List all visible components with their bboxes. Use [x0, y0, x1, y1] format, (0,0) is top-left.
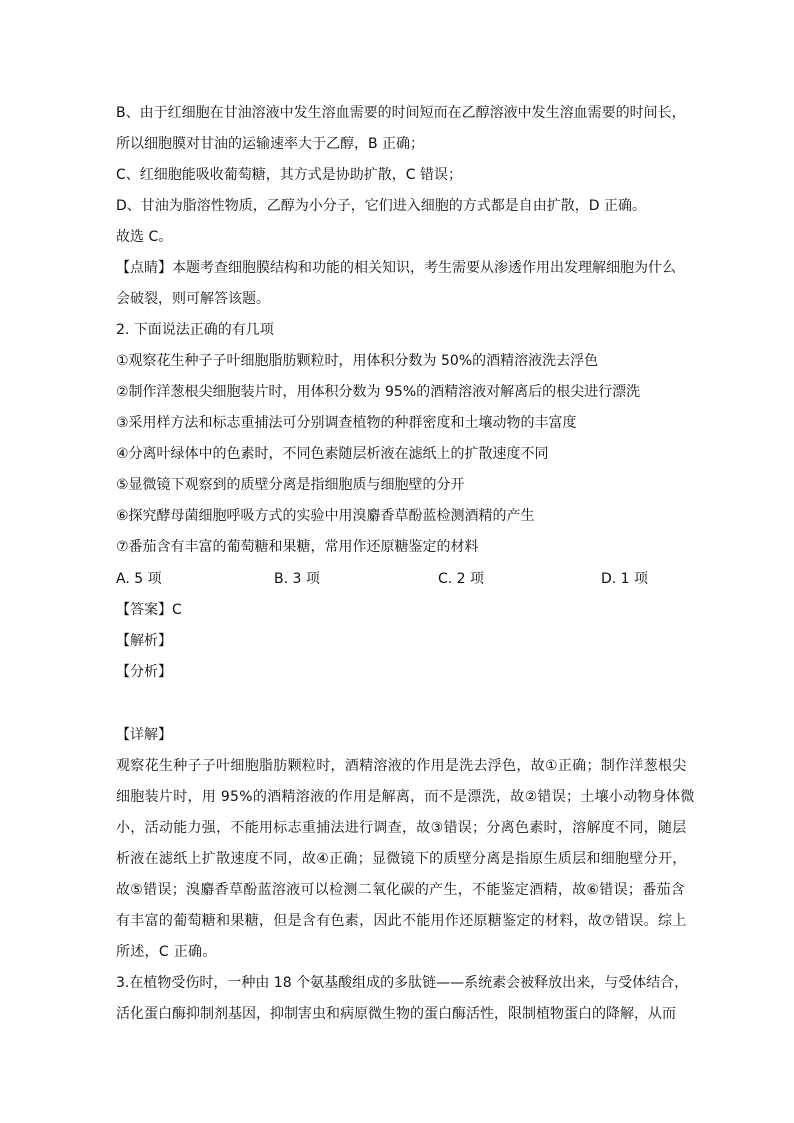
fenxi-label: 【分析】: [116, 664, 172, 680]
explanation-c-line: C、红细胞能吸收葡萄糖，其方式是协助扩散，C 错误；: [116, 167, 462, 183]
option-b: B. 3 项: [274, 571, 320, 587]
question-2-item-7: ⑦番茄含有丰富的葡萄糖和果糖，常用作还原糖鉴定的材料: [116, 539, 479, 555]
detail-line-7: 所述，C 正确。: [116, 944, 217, 960]
answer-label: 【答案】C: [116, 602, 182, 618]
question-2-item-5: ⑤显微镜下观察到的质壁分离是指细胞质与细胞壁的分开: [116, 477, 465, 493]
analysis-label: 【解析】: [116, 633, 172, 649]
question-3-line-1: 3.在植物受伤时，一种由 18 个氨基酸组成的多肽链——系统素会被释放出来，与受体结合，: [116, 975, 689, 991]
question-2-stem: 2. 下面说法正确的有几项: [116, 322, 274, 338]
question-2-item-3: ③采用样方法和标志重捕法可分别调查植物的种群密度和土壤动物的丰富度: [116, 415, 577, 431]
comment-line-1: 【点睛】本题考查细胞膜结构和功能的相关知识，考生需要从渗透作用出发理解细胞为什么: [116, 260, 676, 276]
question-2-item-6: ⑥探究酵母菌细胞呼吸方式的实验中用溴麝香草酚蓝检测酒精的产生: [116, 508, 535, 524]
detail-line-3: 小，活动能力强，不能用标志重捕法进行调查，故③错误；分离色素时，溶解度不同，随层: [116, 820, 687, 836]
question-3-line-2: 活化蛋白酶抑制剂基因，抑制害虫和病原微生物的蛋白酶活性，限制植物蛋白的降解，从而: [116, 1006, 676, 1022]
detail-heading: 【详解】: [116, 727, 172, 743]
comment-line-2: 会破裂，则可解答该题。: [116, 291, 270, 307]
question-2-item-4: ④分离叶绿体中的色素时，不同色素随层析液在滤纸上的扩散速度不同: [116, 446, 549, 462]
detail-line-4: 析液在滤纸上扩散速度不同，故④正确；显微镜下的质壁分离是指原生质层和细胞壁分开，: [116, 851, 687, 867]
explanation-d-line: D、甘油为脂溶性物质，乙醇为小分子，它们进入细胞的方式都是自由扩散，D 正确。: [116, 198, 647, 214]
explanation-b-line-1: B、由于红细胞在甘油溶液中发生溶血需要的时间短而在乙醇溶液中发生溶血需要的时间长，: [116, 105, 686, 121]
question-2-item-2: ②制作洋葱根尖细胞装片时，用体积分数为 95%的酒精溶液对解离后的根尖进行漂洗: [116, 384, 641, 400]
explanation-b-line-2: 所以细胞膜对甘油的运输速率大于乙醇，B 正确；: [116, 136, 425, 152]
choose-line: 故选 C。: [116, 229, 173, 245]
option-d: D. 1 项: [601, 571, 649, 587]
detail-line-5: 故⑤错误；溴麝香草酚蓝溶液可以检测二氧化碳的产生，不能鉴定酒精，故⑥错误；番茄含: [116, 882, 686, 898]
detail-line-1: 观察花生种子子叶细胞脂肪颗粒时，酒精溶液的作用是洗去浮色，故①正确；制作洋葱根尖: [116, 758, 687, 774]
option-c: C. 2 项: [438, 571, 485, 587]
detail-line-6: 有丰富的葡萄糖和果糖，但是含有色素，因此不能用作还原糖鉴定的材料，故⑦错误。综上: [116, 913, 687, 929]
question-2-item-1: ①观察花生种子子叶细胞脂肪颗粒时，用体积分数为 50%的酒精溶液洗去浮色: [116, 353, 599, 369]
option-a: A. 5 项: [116, 571, 162, 587]
detail-line-2: 细胞装片时，用 95%的酒精溶液的作用是解离，而不是漂洗，故②错误；土壤小动物身体微: [116, 789, 695, 805]
